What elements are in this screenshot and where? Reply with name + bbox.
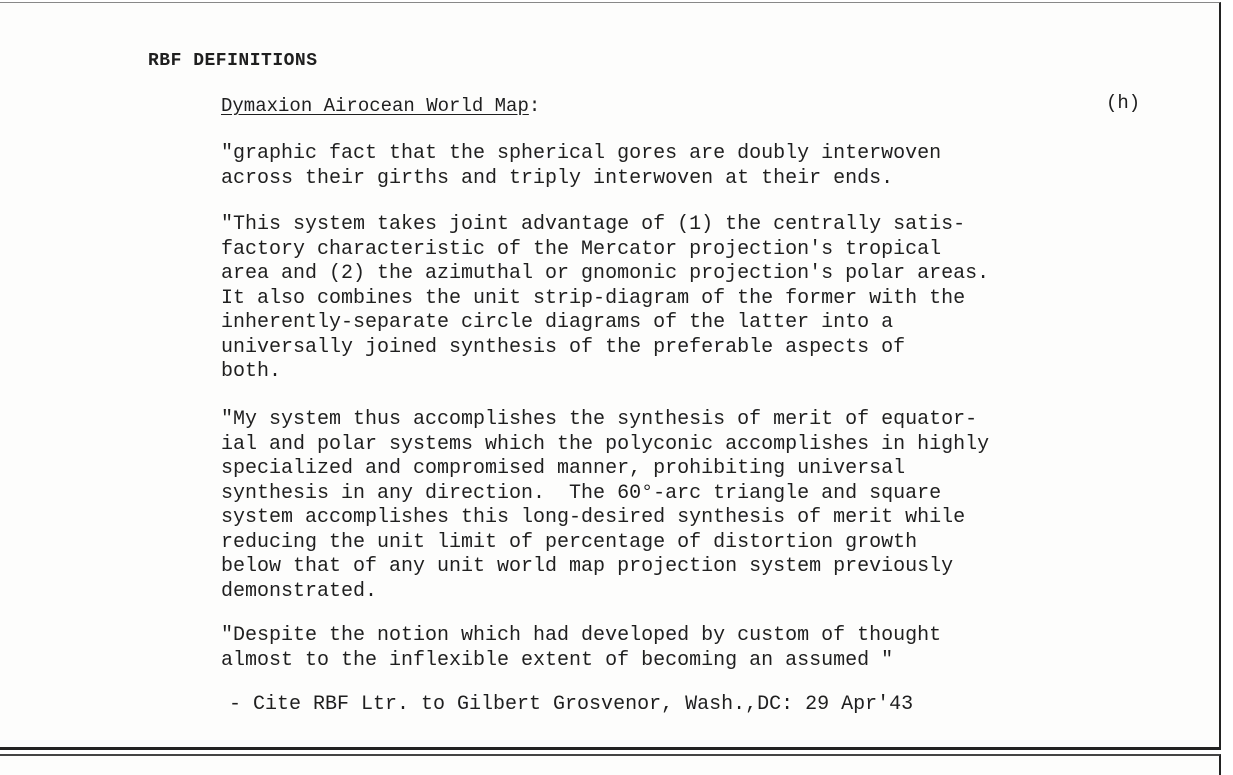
entry-title (221, 95, 540, 117)
paragraph-1 (221, 142, 1181, 191)
entry-tag: (h) (1106, 92, 1141, 114)
paragraph-line: synthesis in any direction. The 60°-arc triangle and square (221, 481, 942, 505)
paragraph-line: both. (221, 360, 282, 383)
paragraph-line: inherently-separate circle diagrams of the latter into a (221, 311, 894, 334)
paragraph-line: It also combines the unit strip-diagram of the former with the (221, 286, 966, 310)
entry-title-colon: : (528, 95, 541, 117)
paragraph-line: "Despite the notion which had developed by custom of thought (221, 624, 942, 647)
paragraph-line: demonstrated. (221, 579, 378, 603)
paragraph-line: area and (2) the azimuthal or gnomonic projection's polar areas. (221, 262, 990, 285)
paragraph-line: "This system takes joint advantage of (1) the centrally satis- (221, 213, 966, 236)
paragraph-line: below that of any unit world map projection system previously (221, 555, 954, 578)
page-header: RBF DEFINITIONS (148, 51, 318, 71)
document-card (0, 2, 1221, 750)
paragraph-line: factory characteristic of the Mercator projection's tropical (221, 237, 942, 261)
paragraph-line: "graphic fact that the spherical gores are doubly interwoven (221, 142, 942, 165)
paragraph-line: "My system thus accomplishes the synthesis of merit of equator- (221, 408, 978, 431)
paragraph-line: reducing the unit limit of percentage of distortion growth (221, 530, 918, 554)
paragraph-4 (221, 624, 1181, 673)
paragraph-3 (221, 408, 1181, 604)
paragraph-line: ial and polar systems which the polyconic accomplishes in highly (221, 432, 990, 456)
entry-title-text: Dymaxion Airocean World Map (221, 95, 529, 117)
paragraph-line: universally joined synthesis of the preferable aspects of (221, 335, 906, 359)
paragraph-line: specialized and compromised manner, prohibiting universal (221, 457, 906, 480)
paragraph-line: across their girths and triply interwoven at their ends. (221, 166, 894, 190)
paragraph-line: system accomplishes this long-desired synthesis of merit while (221, 506, 966, 529)
paragraph-2 (221, 213, 1181, 385)
citation: - Cite RBF Ltr. to Gilbert Grosvenor, Wash.,DC: 29 Apr'43 (229, 693, 914, 716)
paragraph-line: almost to the inflexible extent of becoming an assumed " (221, 648, 894, 672)
next-card-edge (0, 754, 1221, 775)
